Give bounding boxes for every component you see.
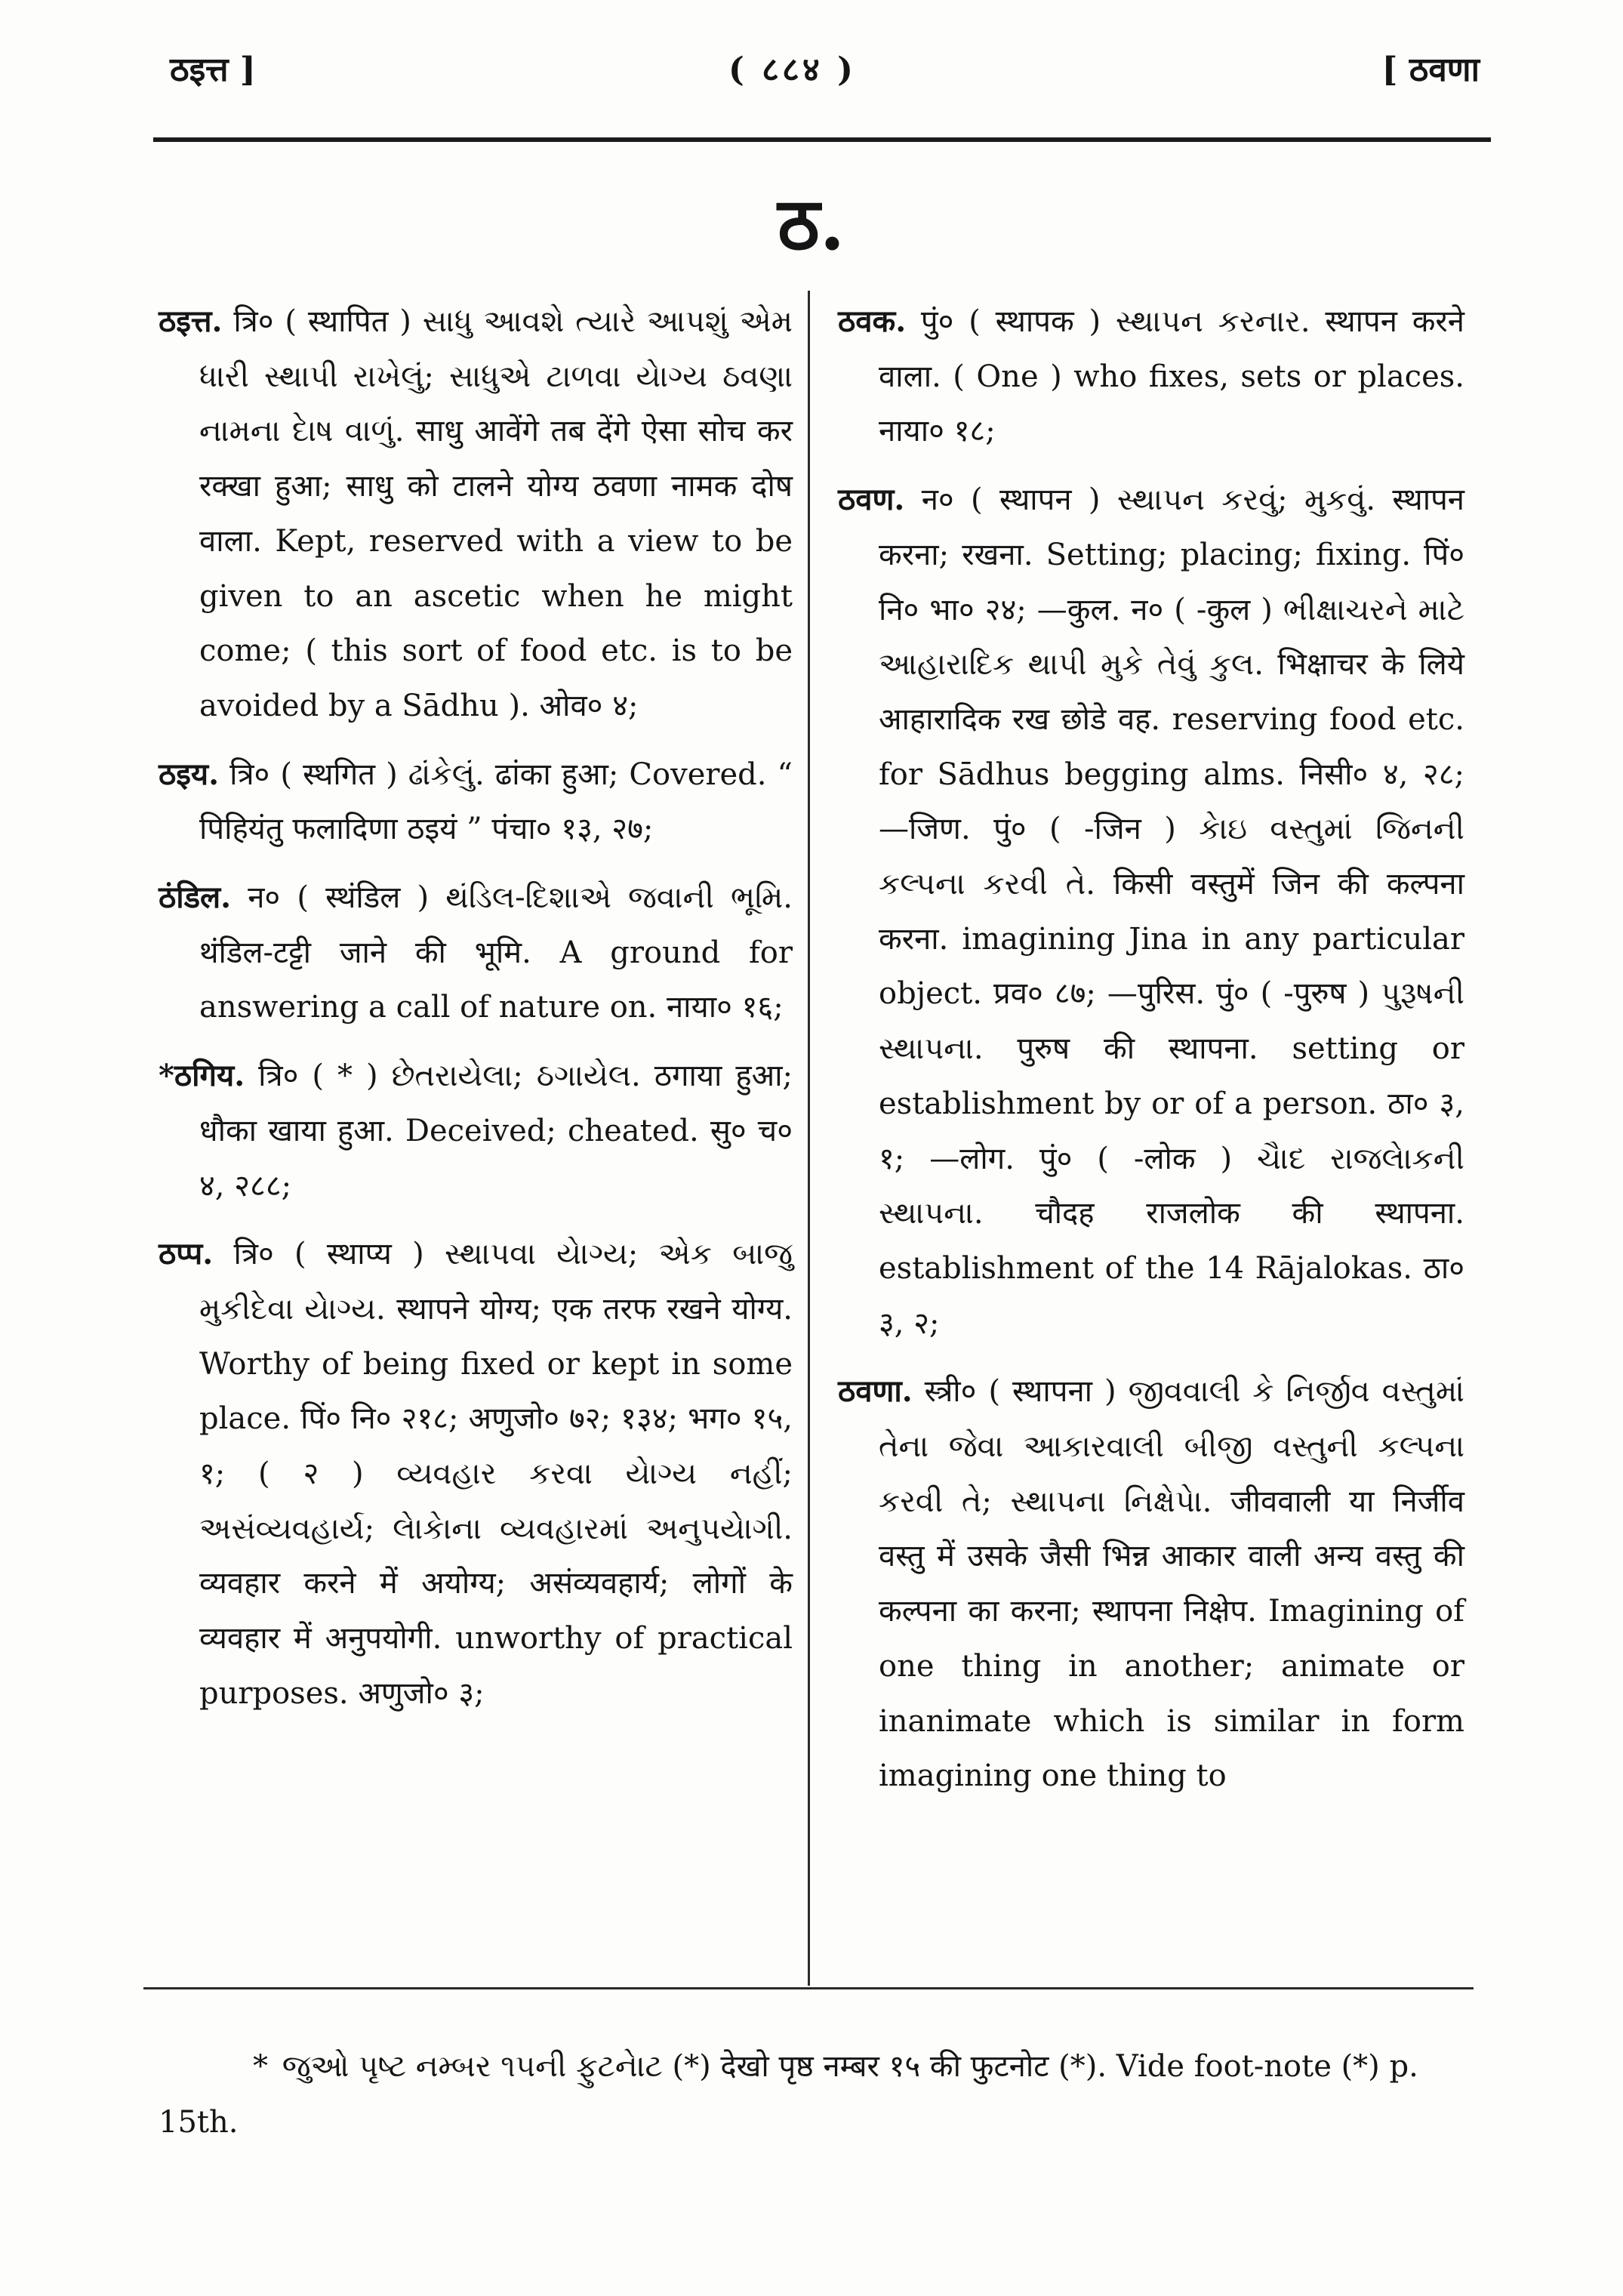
page-number: ( ८८४ ) — [728, 51, 856, 89]
footnote-mark: * — [253, 2049, 268, 2084]
headword: ठंडिल. — [159, 880, 232, 916]
dictionary-entry — [838, 473, 1464, 1351]
dictionary-entry — [159, 1227, 793, 1721]
entry-text: त्रि० ( स्थापित ) સાધુ આવશે ત્યારે આપશું એમ ધારી સ્થાપી રાખેલું; સાધુએ ટાળવા યેાગ્ય ઠવણા નામના દેાષ વાળું. साधु आवेंगे तब देंगे ऐसा सोच कर रक्खा हुआ; साधु को टालने योग्य ठवणा नामक दोष वाला. Kept, reserved with a view to be given to an ascetic when he might come; ( this sort of food etc. is to be avoided by a Sādhu ). ओव० ४; — [199, 304, 793, 723]
entry-text: स्त्री० ( स्थापना ) જીવવાલી કે નિર્જીવ વસ્તુમાં તેના જેવા આકારવાલી બીજી વસ્તુની કલ્પના કરવી તે; સ્થાપના નિક્ષેપેા. जीववाली या निर्जीव वस्तु में उसके जैसी भिन्न आकार वाली अन्य वस्तु की कल्पना का करना; स्थापना निक्षेप. Imagining of one thing in another; animate or inanimate which is similar in form imagining one thing to — [879, 1374, 1464, 1794]
dictionary-entry — [838, 294, 1464, 459]
dictionary-entry — [159, 747, 793, 857]
footnote-text: જુઓ પૃષ્ટ નમ્બર ૧૫ની ફુટનેાટ (*) देखो पृष्ठ नम्बर १५ की फुटनोट (*). Vide foot-note (*) p. 15th. — [159, 2049, 1418, 2140]
right-column — [838, 294, 1464, 1817]
section-letter: ठ. — [778, 181, 845, 267]
headword: ठइत्त. — [159, 304, 223, 339]
entry-text: न० ( स्थापन ) સ્થાપન કરવું; મુકવું. स्थापन करना; रखना. Setting; placing; fixing. पिं० नि० भा० २४; —कुल. न० ( -कुल ) ભીક્ષાચરને માટે આહારાદિક થાપી મુકે તેવું કુલ. भिक्षाचर के लिये आहारादिक रख छोडे वह. reserving food etc. for Sādhus begging alms. निसी० ४, २८; —जिण. पुं० ( -जिन ) કેાઇ વસ્તુમાં જિનની કલ્પના કરવી તે. किसी वस्तुमें जिन की कल्पना करना. imagining Jina in any particular object. प्रव० ८७; —पुरिस. पुं० ( -पुरुष ) પુરૂષની સ્થાપના. पुरुष की स्थापना. setting or establishment by or of a person. ठा० ३, १; —लोग. पुं० ( -लोक ) ચૈાદ રાજલેાકની સ્થાપના. चौदह राजलोक की स्थापना. establishment of the 14 Rājalokas. ठा० ३, २; — [879, 482, 1465, 1341]
headword: ठवक. — [838, 304, 907, 339]
headword: ठवणा. — [838, 1373, 913, 1410]
entry-text: पुं० ( स्थापक ) સ્થાપન કરનાર. स्थापन करने वाला. ( One ) who fixes, sets or places. नाया० १८; — [879, 304, 1464, 449]
dictionary-entry — [159, 294, 793, 734]
headword: ठइय. — [159, 756, 220, 792]
left-column — [159, 294, 793, 1735]
running-head-right: [ ठवणा — [1381, 51, 1480, 89]
footnote-rule — [143, 1987, 1474, 1989]
headword: ठवण. — [838, 482, 905, 518]
header-rule — [153, 137, 1491, 142]
running-head-left: ठइत्त ] — [170, 51, 256, 89]
column-divider — [808, 291, 810, 1986]
entry-text: त्रि० ( स्थगित ) ઢાંકેલું. ढांका हुआ; Covered. “ पिहियंतु फलादिणा ठइयं ” पंचा० १३, २७; — [199, 757, 793, 847]
entry-text: त्रि० ( स्थाप्य ) સ્થાપવા યેાગ્ય; એક બાજુ મુકીદેવા યેાગ્ય. स्थापने योग्य; एक तरफ रखने योग्य. Worthy of being fixed or kept in some place. पिं० नि० २१८; अणुजो० ७२; १३४; भग० १५, १; ( २ ) વ્યવહાર કરવા યેાગ્ય નહીં; અસંવ્યવહાર્ય; લેાકેાના વ્યવહારમાં અનુપયેાગી. व्यवहार करने में अयोग्य; असंव्यवहार्य; लोगों के व्यवहार में अनुपयोगी. unworthy of practical purposes. अणुजो० ३; — [199, 1237, 793, 1711]
dictionary-entry — [159, 871, 793, 1035]
dictionary-entry — [838, 1364, 1464, 1804]
page-header — [0, 45, 1623, 98]
headword: ठप्प. — [159, 1236, 214, 1272]
footnote — [159, 2039, 1464, 2150]
entry-text: त्रि० ( * ) છેતરાયેલા; ઠગાયેલ. ठगाया हुआ; धौका खाया हुआ. Deceived; cheated. सु० च० ४, २८८; — [199, 1059, 793, 1203]
dictionary-entry — [159, 1049, 793, 1213]
headword: *ठगिय. — [159, 1058, 245, 1094]
entry-text: न० ( स्थंडिल ) થંડિલ-દિશાએ જવાની ભૂમિ. थंडिल-टट्टी जाने की भूमि. A ground for answering a call of nature on. नाया० १६; — [199, 880, 793, 1025]
